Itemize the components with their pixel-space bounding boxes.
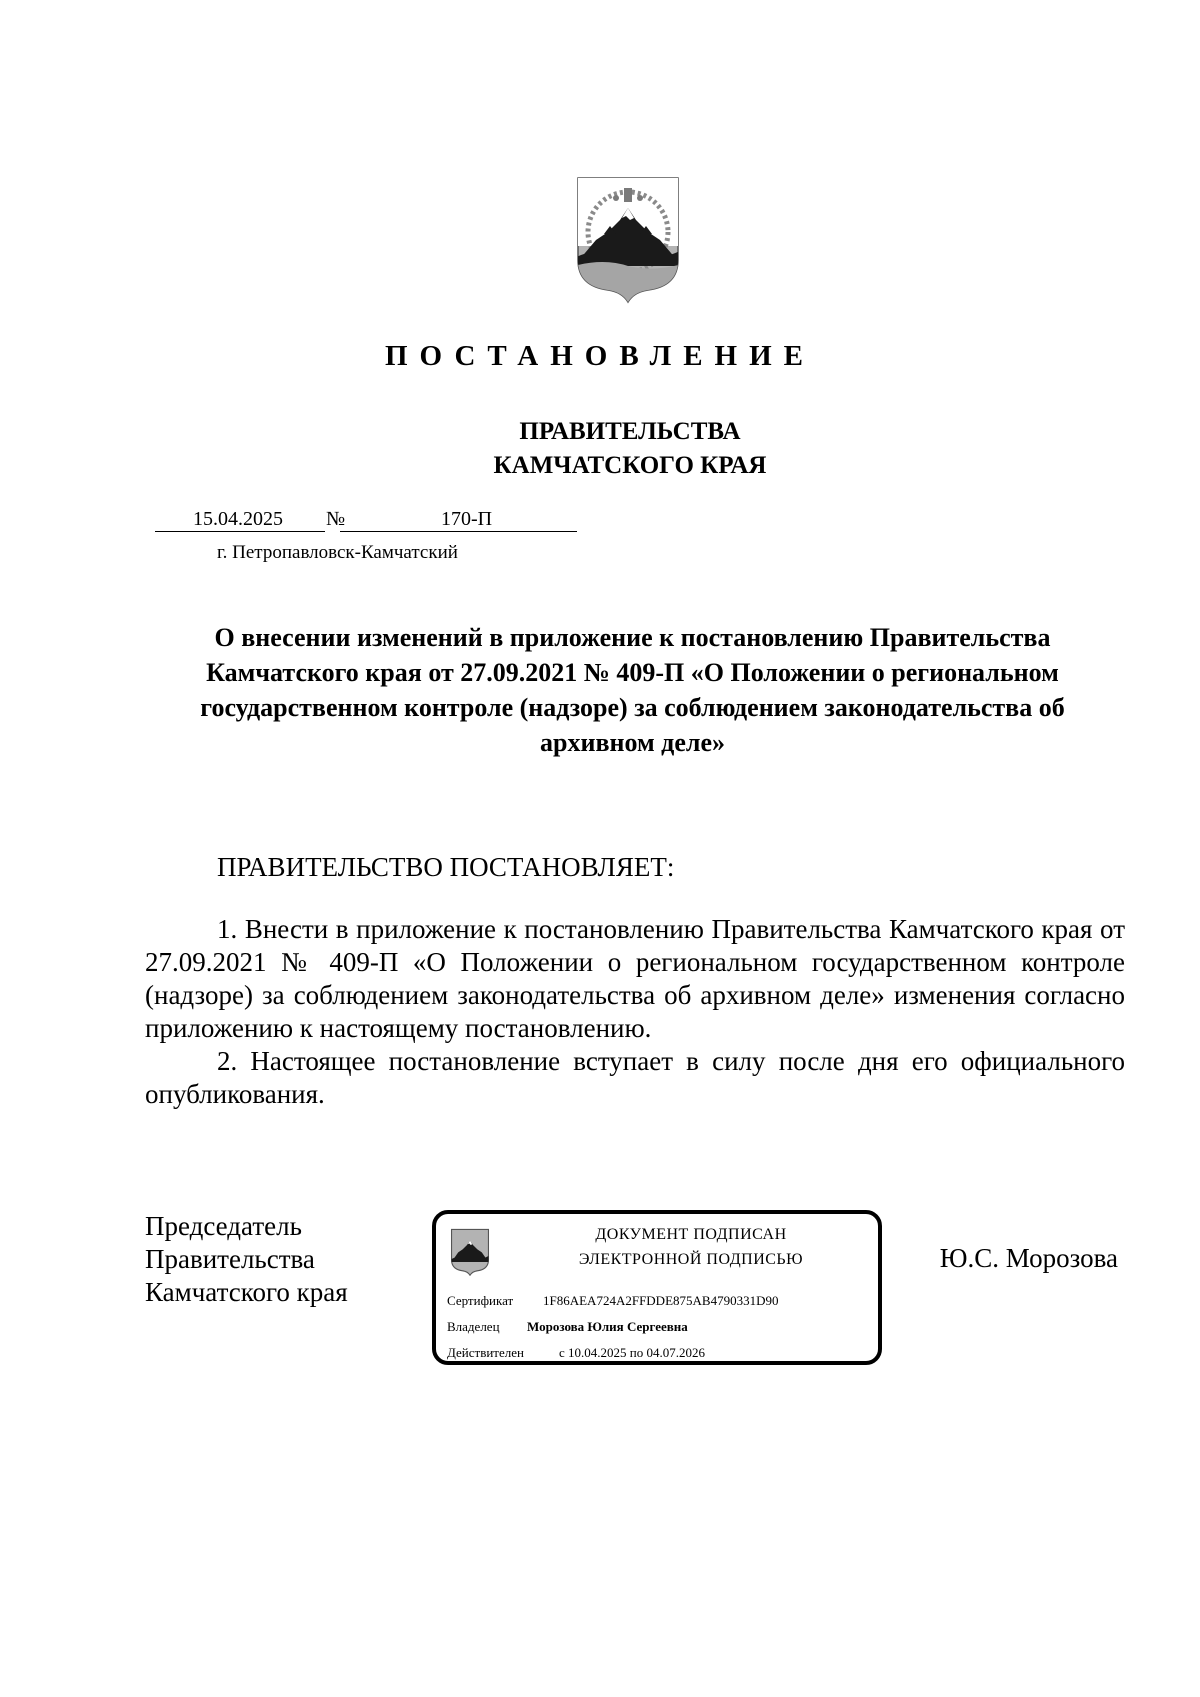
certificate-value: 1F86AEA724A2FFDDE875AB4790331D90	[543, 1293, 779, 1308]
signer-position-line-1: Председатель	[145, 1211, 302, 1241]
signer-position-line-3: Камчатского края	[145, 1277, 348, 1307]
document-type: ПОСТАНОВЛЕНИЕ	[384, 340, 815, 372]
stamp-heading-line-2: ЭЛЕКТРОННОЙ ПОДПИСЬЮ	[578, 1251, 804, 1268]
stamp-owner-row	[447, 1319, 688, 1335]
owner-label: Владелец	[447, 1319, 500, 1334]
document-title: О внесении изменений в приложение к постановлению Правительства Камчатского края от 27.09.2021 № 409-П «О Положении о региональном государственном контроле (надзоре) за соблюдением законодательства об архивном деле»	[200, 623, 1065, 757]
stamp-emblem-icon	[450, 1228, 490, 1276]
number-underline	[340, 531, 577, 532]
validity-label: Действителен	[447, 1345, 524, 1360]
certificate-label: Сертификат	[447, 1293, 514, 1308]
electronic-signature-stamp	[432, 1210, 882, 1365]
signer-position	[145, 1210, 348, 1309]
stamp-certificate-row	[447, 1293, 778, 1309]
signer-position-line-2: Правительства	[145, 1244, 315, 1274]
stamp-validity-row	[447, 1345, 705, 1361]
date-underline	[155, 531, 325, 532]
paragraph-1: 1. Внести в приложение к постановлению Правительства Камчатского края от 27.09.2021 № 409-П «О Положении о региональном государственном контроле (надзоре) за соблюдением законодательства об архивном деле» изменения согласно приложению к настоящему постановлению.	[145, 914, 1125, 1043]
document-number: 170-П	[441, 508, 493, 530]
number-sign: №	[326, 508, 346, 530]
validity-value: с 10.04.2025 по 04.07.2026	[559, 1345, 705, 1360]
coat-of-arms-icon	[574, 174, 682, 304]
signer-name: Ю.С. Морозова	[939, 1243, 1118, 1273]
paragraph-2: 2. Настоящее постановление вступает в силу после дня его официального опубликования.	[145, 1046, 1125, 1109]
stamp-heading-line-1: ДОКУМЕНТ ПОДПИСАН	[595, 1226, 787, 1243]
document-date: 15.04.2025	[193, 508, 283, 530]
resolves-heading: ПРАВИТЕЛЬСТВО ПОСТАНОВЛЯЕТ:	[217, 852, 675, 882]
city: г. Петропавловск-Камчатский	[217, 542, 458, 563]
issuer-line-1: ПРАВИТЕЛЬСТВА	[519, 418, 741, 445]
owner-value: Морозова Юлия Сергеевна	[527, 1319, 688, 1334]
issuer-line-2: КАМЧАТСКОГО КРАЯ	[493, 452, 767, 479]
